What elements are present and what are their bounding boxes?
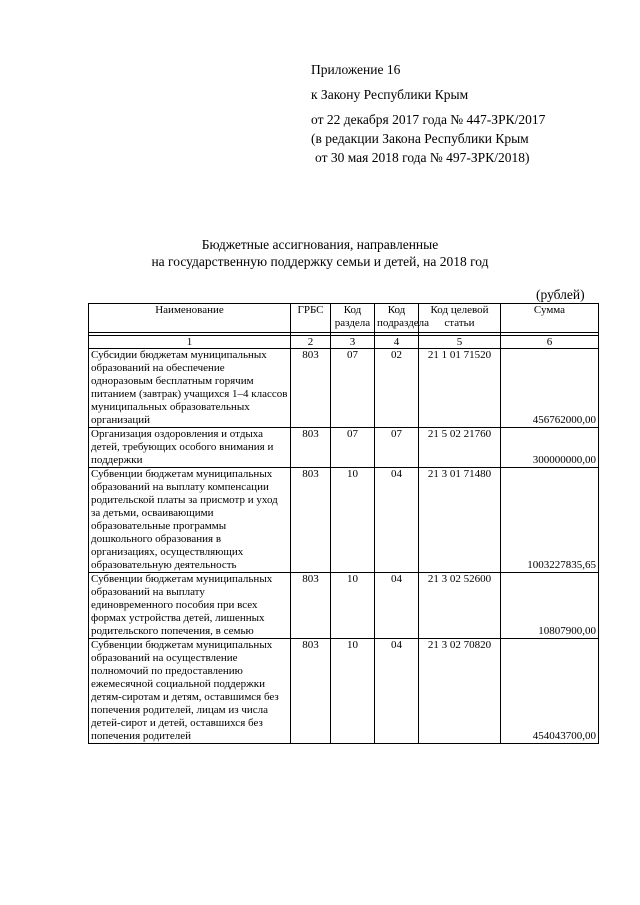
cell-grbs: 803 — [291, 639, 331, 744]
cell-name: Субвенции бюджетам муниципальных образований на выплату единовременного пособия при всех формах устройства детей, лишенных родительского попечения, в семью — [89, 573, 291, 639]
column-number-row — [89, 336, 599, 349]
col-number: 1 — [89, 336, 291, 349]
budget-table — [88, 303, 599, 744]
col-header-target-code: Код целевой статьи — [419, 304, 501, 333]
cell-target-code: 21 3 02 70820 — [419, 639, 501, 744]
cell-section: 10 — [331, 639, 375, 744]
law-date: от 22 декабря 2017 года № 447-ЗРК/2017 — [311, 112, 546, 127]
amendment-reference: (в редакции Закона Республики Крым — [311, 131, 529, 146]
col-number: 4 — [375, 336, 419, 349]
cell-grbs: 803 — [291, 468, 331, 573]
col-header-name: Наименование — [89, 304, 291, 333]
cell-name: Организация оздоровления и отдыха детей, требующих особого внимания и поддержки — [89, 428, 291, 468]
cell-target-code: 21 3 01 71480 — [419, 468, 501, 573]
cell-name: Субвенции бюджетам муниципальных образований на осуществление полномочий по предоставлению ежемесячной социальной поддержки детям-сиротам и детям, оставшимся без попечения родителей, лицам из числа детей-сирот и детей, оставшихся без попечения родителей — [89, 639, 291, 744]
cell-grbs: 803 — [291, 349, 331, 428]
table-header-row — [89, 304, 599, 333]
col-number: 5 — [419, 336, 501, 349]
document-title — [0, 236, 640, 270]
title-line-2: на государственную поддержку семьи и детей, на 2018 год — [151, 254, 489, 269]
cell-grbs: 803 — [291, 573, 331, 639]
table-row — [89, 428, 599, 468]
cell-grbs: 803 — [291, 428, 331, 468]
col-header-sum: Сумма — [501, 304, 599, 333]
cell-sum: 456762000,00 — [501, 349, 599, 428]
cell-sum: 300000000,00 — [501, 428, 599, 468]
table-row — [89, 468, 599, 573]
cell-name: Субвенции бюджетам муниципальных образований на выплату компенсации родительской платы за присмотр и уход за детьми, осваивающими образовательные программы дошкольного образования в организациях, осуществляющих образовательную деятельность — [89, 468, 291, 573]
appendix-label: Приложение 16 — [311, 62, 401, 77]
cell-subsection: 04 — [375, 468, 419, 573]
cell-subsection: 02 — [375, 349, 419, 428]
cell-target-code: 21 3 02 52600 — [419, 573, 501, 639]
amendment-date: от 30 мая 2018 года № 497-ЗРК/2018) — [315, 150, 530, 165]
cell-sum: 10807900,00 — [501, 573, 599, 639]
table-row — [89, 573, 599, 639]
cell-sum: 1003227835,65 — [501, 468, 599, 573]
currency-unit: (рублей) — [536, 287, 585, 302]
cell-subsection: 07 — [375, 428, 419, 468]
cell-section: 07 — [331, 349, 375, 428]
cell-target-code: 21 5 02 21760 — [419, 428, 501, 468]
cell-section: 10 — [331, 468, 375, 573]
col-number: 6 — [501, 336, 599, 349]
table-row — [89, 639, 599, 744]
law-reference: к Закону Республики Крым — [311, 87, 469, 102]
cell-subsection: 04 — [375, 639, 419, 744]
col-header-grbs: ГРБС — [291, 304, 331, 333]
cell-name: Субсидии бюджетам муниципальных образований на обеспечение одноразовым бесплатным горячим питанием (завтрак) учащихся 1–4 классов муниципальных образовательных организаций — [89, 349, 291, 428]
col-header-section: Код раздела — [331, 304, 375, 333]
col-header-subsection: Код подраздела — [375, 304, 419, 333]
cell-subsection: 04 — [375, 573, 419, 639]
table-row — [89, 349, 599, 428]
cell-section: 10 — [331, 573, 375, 639]
cell-target-code: 21 1 01 71520 — [419, 349, 501, 428]
col-number: 3 — [331, 336, 375, 349]
cell-sum: 454043700,00 — [501, 639, 599, 744]
title-line-1: Бюджетные ассигнования, направленные — [201, 237, 439, 252]
cell-section: 07 — [331, 428, 375, 468]
col-number: 2 — [291, 336, 331, 349]
